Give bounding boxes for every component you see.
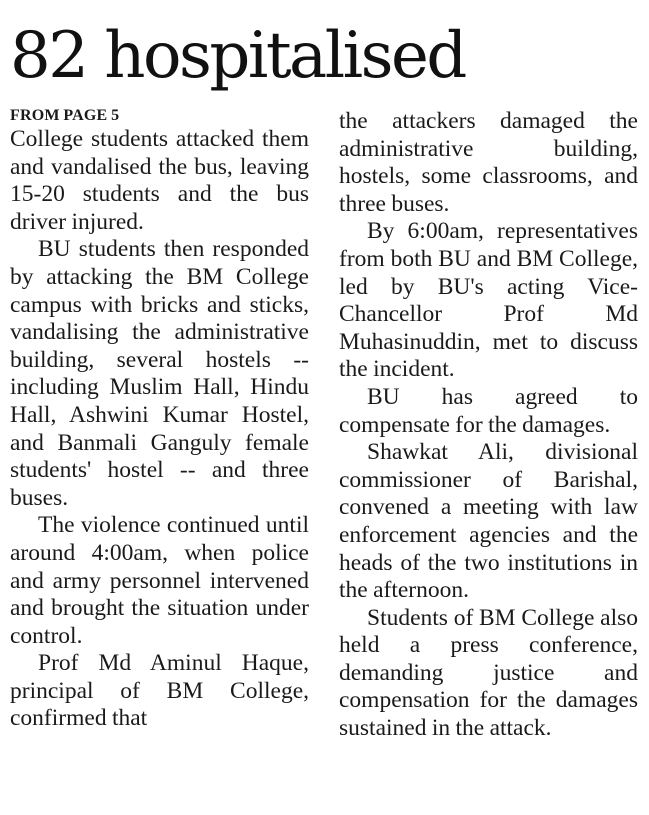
- paragraph: Shawkat Ali, divisional commissioner of Barishal, convened a meeting with law enforcement agencies and the heads of the two institutions in the afternoon.: [339, 439, 638, 604]
- paragraph: BU students then responded by attacking the BM College campus with bricks and sticks, vandalising the administrative building, several hostels -- including Muslim Hall, Hindu Hall, Ashwini Kumar Hostel, and Banmali Ganguly female students' hostel -- and three buses.: [10, 236, 309, 511]
- kicker-from-page: FROM PAGE 5: [10, 107, 120, 124]
- paragraph: BU has agreed to compensate for the damages.: [339, 383, 638, 438]
- paragraph: Students of BM College also held a press conference, demanding justice and compensation for the damages sustained in the attack.: [339, 604, 638, 742]
- paragraph: the attackers damaged the administrative building, hostels, some classrooms, and three buses.: [339, 108, 638, 217]
- right-column: [339, 108, 638, 743]
- paragraph: Prof Md Aminul Haque, principal of BM College, confirmed that: [10, 650, 309, 732]
- paragraph: By 6:00am, representatives from both BU and BM College, led by BU's acting Vice-Chancellor Prof Md Muhasinuddin, met to discuss the incident.: [339, 218, 638, 383]
- left-column: [10, 106, 309, 733]
- paragraph: The violence continued until around 4:00am, when police and army personnel intervened and brought the situation under control.: [10, 512, 309, 649]
- headline: 82 hospitalised: [10, 19, 465, 93]
- paragraph: College students attacked them and vandalised the bus, leaving 15-20 students and the bus driver injured.: [10, 126, 309, 235]
